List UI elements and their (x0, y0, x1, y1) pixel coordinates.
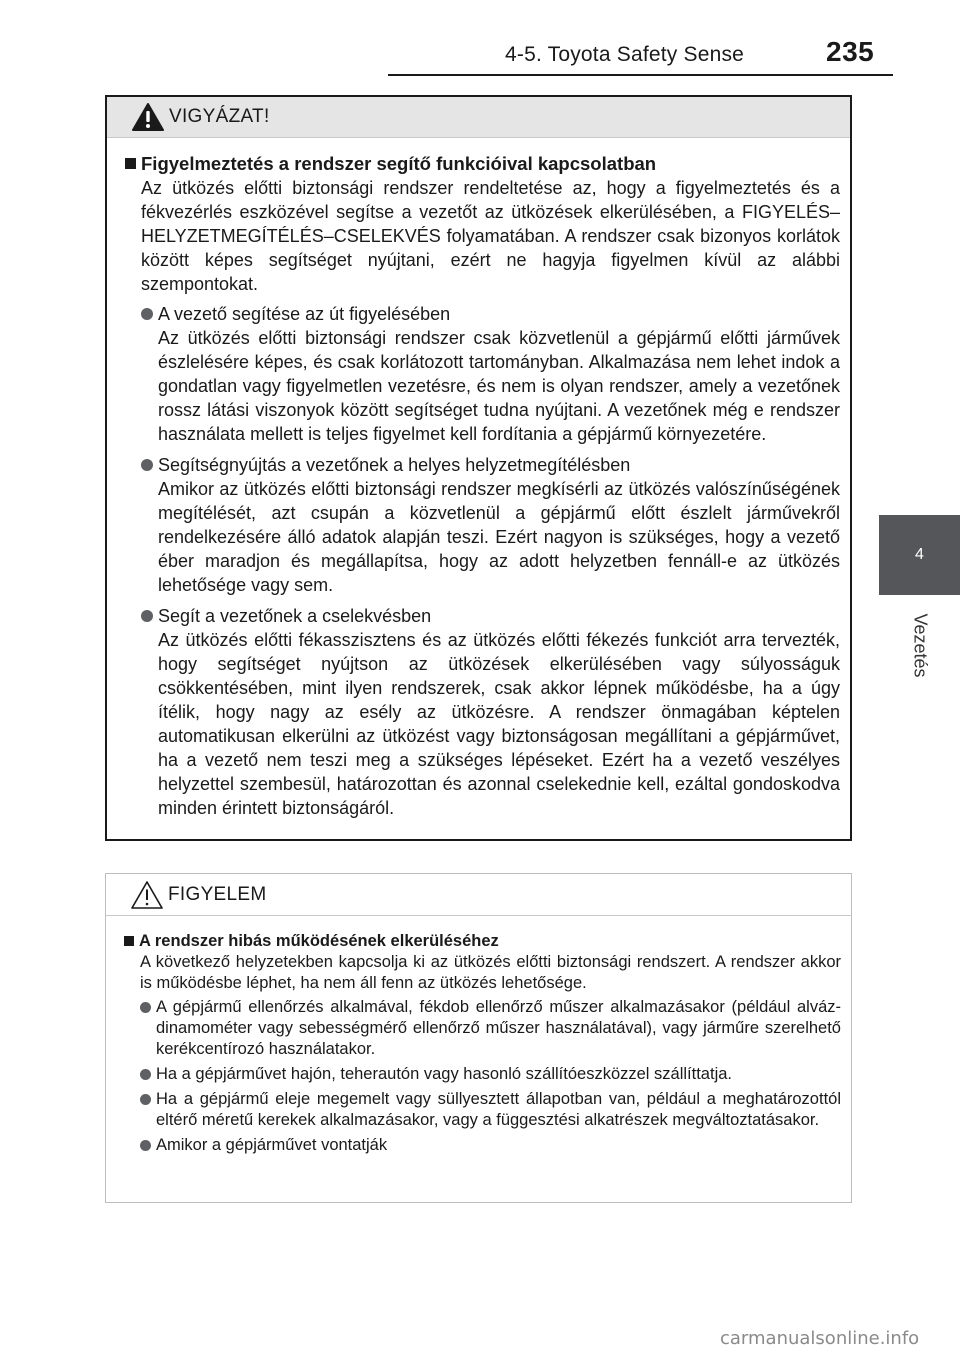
list-item (125, 302, 840, 446)
notice-box-body (106, 916, 851, 1156)
list-item (124, 1135, 841, 1156)
chapter-title-text: Vezetés (910, 612, 931, 678)
list-item-title: Segítségnyújtás a vezetőnek a helyes helyzetmegítélésben (158, 455, 631, 475)
list-item-text: Ha a gépjármű eleje megemelt vagy süllyesztett állapotban van, például a meghatározottól eltérő méretű kerekek alkalmazásakor, vagy a függesztési alkatrészek megváltoztatásakor. (156, 1090, 841, 1129)
list-item (124, 997, 841, 1060)
warning-box (105, 95, 852, 841)
warning-box-header (107, 97, 850, 138)
circle-bullet-icon (141, 308, 153, 320)
warning-heading (125, 152, 840, 176)
list-item-text: Ha a gépjárművet hajón, teherautón vagy hasonló szállítóeszközzel szállíttatja. (156, 1065, 732, 1083)
list-item-text: Az ütközés előtti fékasszisztens és az ütközés előtti fékezés funkciót arra tervezték, hogy segítséget nyújtson az ütközések elkerülésében vagy súlyosságuk csökkentésében, mint ilyen rendszerek, csak akkor lépnek működésbe, ha a úgy ítélik, hogy nagy az esély az ütközésre. A rendszer önmagában képtelen automatikusan elkerülni az ütközést vagy biztonságosan megállítani a gépjárművet, ha a vezető nem teszi meg a szükséges lépéseket. Ezért ha a vezető veszélyes helyzettel szembesül, határozottan és azonnal cselekednie kell, ezáltal gondoskodva minden érintett biztonságáról. (158, 630, 840, 818)
chapter-title (884, 605, 956, 685)
notice-intro: A következő helyzetekben kapcsolja ki az ütközés előtti biztonsági rendszert. A rendszer akkor is működésbe léphet, ha nem áll fenn az ütközés lehetősége. (140, 953, 841, 992)
circle-bullet-icon (140, 1094, 151, 1105)
circle-bullet-icon (141, 610, 153, 622)
section-title: 4-5. Toyota Safety Sense (505, 43, 745, 66)
header-rule (388, 74, 893, 76)
circle-bullet-icon (140, 1069, 151, 1080)
warning-box-label: VIGYÁZAT! (169, 106, 270, 127)
notice-box (105, 873, 852, 1203)
notice-heading (124, 931, 841, 952)
circle-bullet-icon (140, 1002, 151, 1013)
circle-bullet-icon (140, 1140, 151, 1151)
list-item-title: A vezető segítése az út figyelésében (158, 304, 451, 324)
list-item (124, 1064, 841, 1085)
chapter-tab[interactable] (879, 515, 960, 595)
page-number: 235 (826, 36, 875, 67)
warning-triangle-icon (131, 102, 165, 132)
notice-heading-text: A rendszer hibás működésének elkerüléséhez (139, 932, 499, 950)
square-bullet-icon (125, 158, 136, 169)
chapter-number: 4 (915, 546, 924, 563)
list-item-text: Amikor az ütközés előtti biztonsági rendszer megkísérli az ütközés valószínűségének megítélését, azt csupán a közvetlenül a gépjármű előtt észlelt járművekről rendelkezésére álló adatok alapján teszi. Ezért nagyon is szükséges, hogy a vezető éber maradjon és megállapítsa, hogy az adott helyzetben fennáll-e az ütközés lehetősége vagy sem. (158, 479, 840, 595)
list-item-title: Segít a vezetőnek a cselekvésben (158, 606, 432, 626)
warning-intro: Az ütközés előtti biztonsági rendszer rendeltetése az, hogy a figyelmeztetés és a fékvezérlés eszközével segítse a vezetőt az ütközések elkerülésében, a FIGYELÉS–HELYZETMEGÍTÉLÉS–CSELEKVÉS folyamatában. A rendszer csak bizonyos korlátok között képes segítséget nyújtani, ezért ne hagyja figyelmen kívül az alábbi szempontokat. (141, 178, 840, 294)
list-item-text: Az ütközés előtti biztonsági rendszer csak közvetlenül a gépjármű előtti járművek észlelésére képes, és csak korlátozott tartományban. Alkalmazása nem lehet indok a gondatlan vagy figyelmetlen vezetésre, és nem is olyan rendszer, amely a vezetőnek rossz látási viszonyok között segítséget tudna nyújtani. A vezetőnek még e rendszer használata mellett is teljes figyelmet kell fordítania a gépjármű környezetére. (158, 328, 840, 444)
square-bullet-icon (124, 936, 134, 946)
list-item-text: Amikor a gépjárművet vontatják (156, 1136, 388, 1154)
list-item (125, 604, 840, 820)
warning-box-body (107, 138, 850, 820)
circle-bullet-icon (141, 459, 153, 471)
list-item (124, 1089, 841, 1131)
list-item (125, 453, 840, 597)
list-item-text: A gépjármű ellenőrzés alkalmával, fékdob ellenőrző műszer alkalmazásakor (például alváz-dinamométer vagy sebességmérő ellenőrző műszer használatával), vagy járműre szerelhető kerékcentírozó használatakor. (156, 998, 841, 1058)
notice-box-label: FIGYELEM (168, 883, 267, 905)
caution-triangle-outline-icon (130, 880, 164, 910)
notice-box-header (106, 874, 851, 916)
watermark: carmanualsonline.info (720, 1328, 920, 1349)
warning-heading-text: Figyelmeztetés a rendszer segítő funkcióival kapcsolatban (141, 153, 657, 174)
